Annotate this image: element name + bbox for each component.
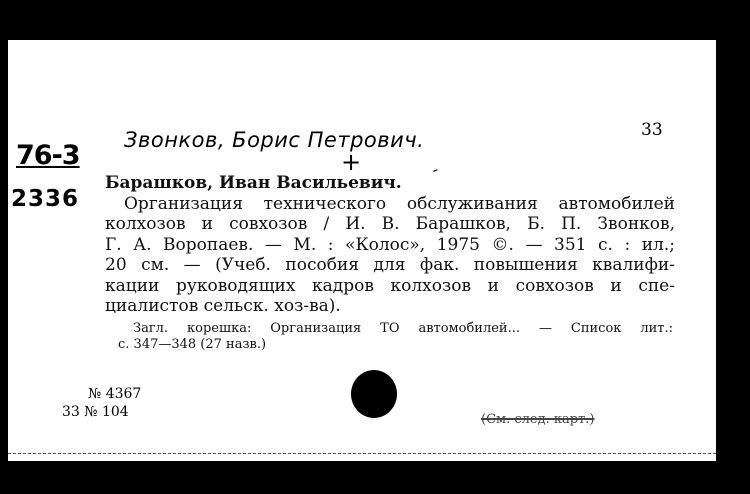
card-bottom-rule xyxy=(8,453,716,454)
handwritten-author-name: Звонков, Борис Петрович. xyxy=(124,128,425,152)
bibliographic-entry xyxy=(105,173,675,317)
inventory-number: № 4367 xyxy=(88,386,142,402)
entry-line: кации руководящих кадров колхозов и совхозов и спе- xyxy=(105,275,675,296)
card-punch-hole xyxy=(351,370,397,418)
entry-heading: Барашков, Иван Васильевич. xyxy=(105,173,402,193)
entry-line: Организация технического обслуживания автомобилей xyxy=(124,193,675,214)
entry-line: Г. А. Воропаев. — М. : «Колос», 1975 ©. — 351 с. : ил.; xyxy=(105,234,675,255)
annotation-line: с. 347—348 (27 назв.) xyxy=(118,337,267,352)
handwritten-dash-mark: - xyxy=(428,159,442,180)
entry-line: колхозов и совхозов / И. В. Барашков, Б. П. Звонков, xyxy=(105,214,675,234)
struck-through-note: (См. след. карт.) xyxy=(481,412,595,427)
handwritten-classification: 76-3 xyxy=(16,140,80,171)
annotation-note xyxy=(118,321,673,353)
page-number: 33 xyxy=(641,120,663,140)
entry-line: 20 см. — (Учеб. пособия для фак. повышения квалифи- xyxy=(105,255,675,275)
annotation-line: Загл. корешка: Организация ТО автомобилей... — Список лит.: xyxy=(133,321,673,336)
entry-line: циалистов сельск. хоз-ва). xyxy=(105,296,341,316)
handwritten-accession-number: 2336 xyxy=(11,186,80,212)
catalog-card xyxy=(8,40,716,461)
handwritten-plus-mark: + xyxy=(341,148,362,176)
shelf-inventory-number: 33 № 104 xyxy=(62,404,129,420)
